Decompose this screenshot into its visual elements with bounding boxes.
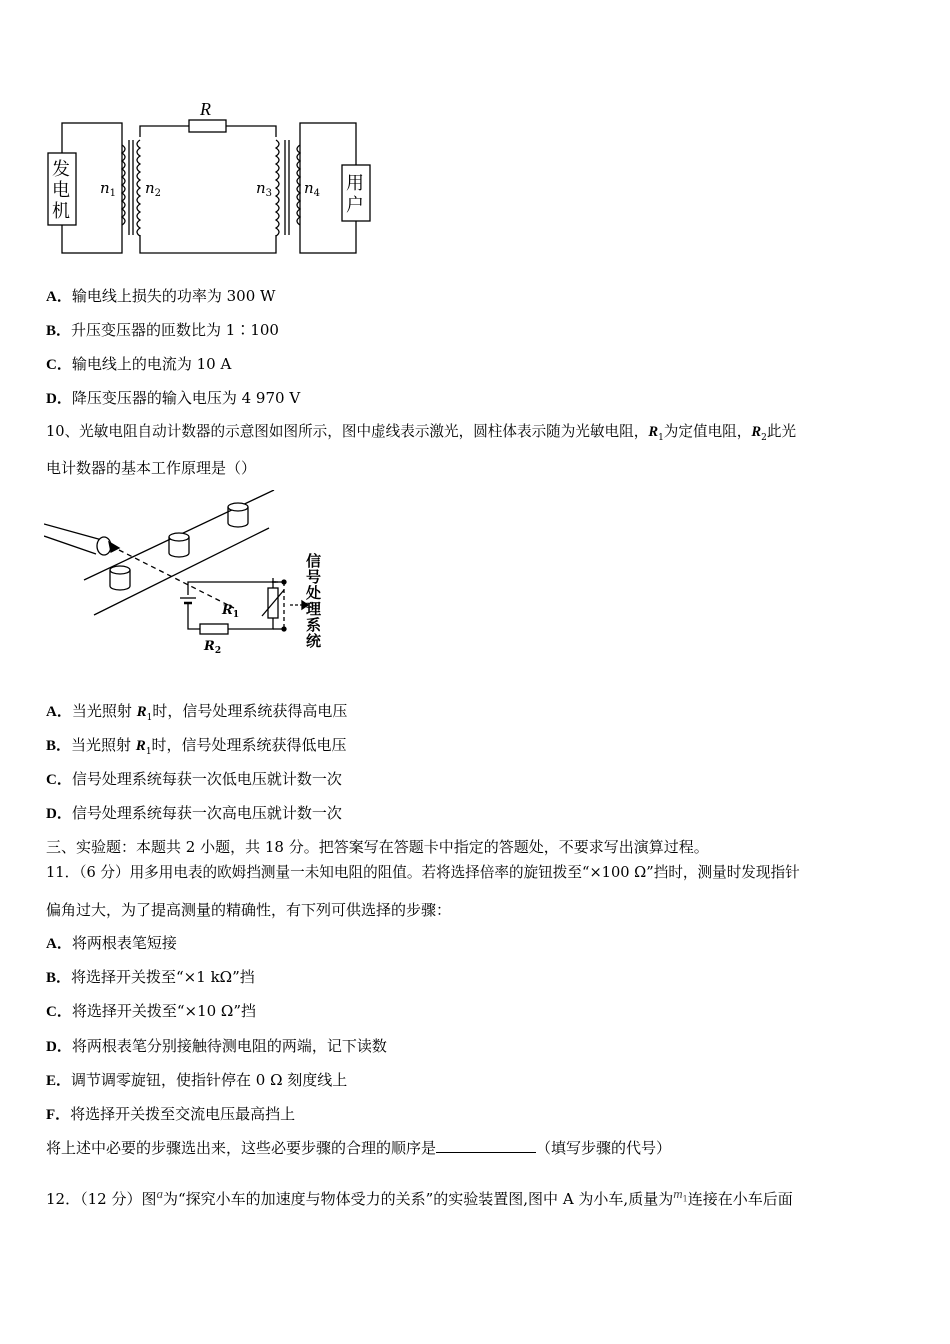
n1-label: $n_1$ <box>100 179 117 199</box>
generator-label-3: 机 <box>52 201 70 222</box>
q11-option-d: D．将两根表笔分别接触待测电阻的两端，记下读数 <box>46 1037 387 1055</box>
system-label-6: 统 <box>306 632 322 650</box>
q10-stem-line2: 电计数器的基本工作原理是（） <box>46 459 257 477</box>
q11-option-b: B．将选择开关拨至“×1 kΩ”挡 <box>46 968 255 986</box>
q11-option-c: C．将选择开关拨至“×10 Ω”挡 <box>46 1002 257 1020</box>
user-label-2: 户 <box>346 195 364 216</box>
fig-r2-label: $R_2$ <box>204 639 222 656</box>
transmission-circuit-figure <box>44 95 374 265</box>
n4-label: $n_4$ <box>304 179 321 199</box>
q11-stem-line2: 偏角过大，为了提高测量的精确性，有下列可供选择的步骤： <box>46 901 452 919</box>
generator-label-2: 电 <box>52 180 70 201</box>
resistor-label: R <box>200 99 211 119</box>
q11-option-a: A．将两根表笔短接 <box>46 934 177 952</box>
q10-option-d: D．信号处理系统每获一次高电压就计数一次 <box>46 804 342 822</box>
q11-stem-line1: 11．（6 分）用多用电表的欧姆挡测量一未知电阻的阻值。若将选择倍率的旋钮拨至“×100 Ω”挡时，测量时发现指针 <box>46 864 800 881</box>
resistor <box>189 120 226 132</box>
system-label-4: 理 <box>306 600 322 618</box>
answer-blank[interactable] <box>436 1138 536 1153</box>
q10-option-a: A．当光照射 $R_1$时，信号处理系统获得高电压 <box>46 702 348 723</box>
q9-option-b: B．升压变压器的匝数比为 1∶100 <box>46 321 279 339</box>
fig-r1-label: $R_1$ <box>222 603 240 620</box>
system-label-5: 系 <box>306 616 322 634</box>
q11-option-e: E．调节调零旋钮，使指针停在 0 Ω 刻度线上 <box>46 1071 348 1089</box>
q9-option-a: A．输电线上损失的功率为 300 W <box>46 287 276 305</box>
q11-answer-line: 将上述中必要的步骤选出来，这些必要步骤的合理的顺序是 （填写步骤的代号） <box>46 1139 672 1157</box>
photo-counter-figure <box>44 490 344 680</box>
generator-label-1: 发 <box>52 159 70 180</box>
n3-label: $n_3$ <box>256 179 273 199</box>
system-label-2: 号 <box>306 568 322 586</box>
q9-option-d: D．降压变压器的输入电压为 4 970 V <box>46 389 301 407</box>
section3-heading: 三、实验题：本题共 2 小题，共 18 分。把答案写在答题卡中指定的答题处，不要求写出演算过程。 <box>46 838 709 856</box>
q10-stem-line1: 10、光敏电阻自动计数器的示意图如图所示，图中虚线表示激光，圆柱体表示随为光敏电阻，$R_1$为定值电阻，$R_2$此光 <box>46 423 797 443</box>
system-label-1: 信 <box>306 552 322 570</box>
n2-label: $n_2$ <box>145 179 162 199</box>
q10-option-c: C．信号处理系统每获一次低电压就计数一次 <box>46 770 342 788</box>
system-label-3: 处 <box>306 584 322 602</box>
q10-option-b: B．当光照射 $R_1$时，信号处理系统获得低电压 <box>46 736 347 757</box>
q9-option-c: C．输电线上的电流为 10 A <box>46 355 232 373</box>
q11-option-f: F．将选择开关拨至交流电压最高挡上 <box>46 1105 296 1123</box>
q12-stem: 12．（12 分）图$^a$为“探究小车的加速度与物体受力的关系”的实验装置图,图中 A 为小车,质量为$^{m_1}$连接在小车后面 <box>46 1186 793 1208</box>
user-label-1: 用 <box>346 173 364 194</box>
